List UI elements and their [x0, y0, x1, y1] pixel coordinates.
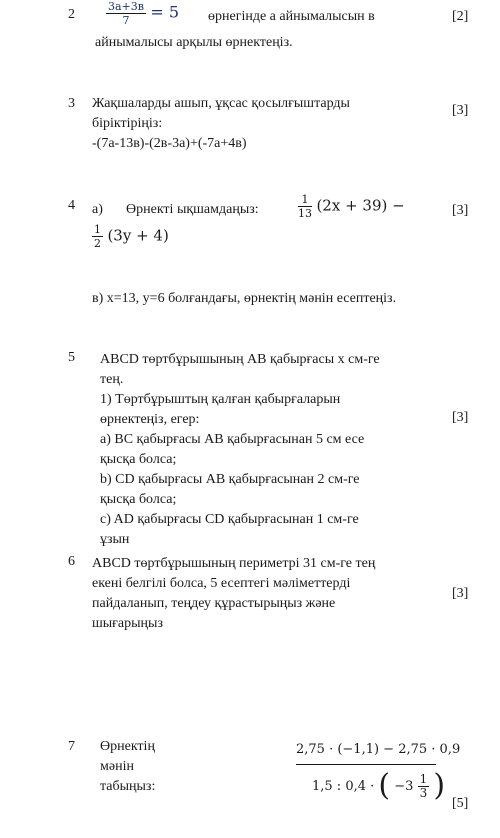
- score-mark: [3]: [452, 203, 469, 218]
- fraction-denominator: 3: [419, 785, 428, 800]
- fraction-numerator: 2,75 · (−1,1) − 2,75 · 0,9: [296, 742, 461, 757]
- expression: [298, 193, 405, 220]
- fraction-bar: [296, 764, 436, 765]
- fraction-numerator: 3a+3в: [108, 0, 144, 13]
- question-text-line: біріктіріңіз:: [92, 116, 163, 131]
- expression: [92, 223, 169, 250]
- question-text-line: b) CD қабырғасы AB қабырғасынан 2 см-ге: [100, 472, 360, 487]
- question-number: 5: [68, 350, 75, 365]
- question-text-line: Жақшаларды ашып, ұқсас қосылғыштарды: [92, 96, 350, 111]
- right-paren: ): [433, 768, 446, 803]
- left-paren: (: [378, 768, 391, 803]
- question-text: [100, 737, 155, 797]
- question-text-line: Өрнектің: [100, 739, 155, 754]
- question-text-line: тең.: [100, 372, 124, 387]
- expression-part: (2x + 39) −: [316, 196, 405, 215]
- score-mark: [3]: [452, 103, 469, 118]
- denominator-part: −3: [394, 778, 414, 794]
- question-text: [92, 554, 432, 634]
- fraction-denominator: 2: [94, 237, 101, 250]
- question-text: [100, 350, 430, 550]
- question-number: 4: [68, 198, 75, 213]
- question-text-line: айнымалысы арқылы өрнектеңіз.: [95, 35, 293, 50]
- question-number: 2: [68, 7, 75, 22]
- question-text-line: а) BC қабырғасы AB қабырғасынан 5 см есе: [100, 432, 365, 447]
- fraction-numerator: 1: [298, 193, 312, 207]
- mixed-fraction: [418, 773, 430, 800]
- question-text-line: ABCD төртбұрышының AB қабырғасы x см-ге: [100, 352, 380, 367]
- fraction-numerator: 1: [94, 223, 101, 236]
- question-text-line: ұзын: [100, 532, 130, 547]
- question-text-line: шығарыңыз: [92, 616, 163, 631]
- question-text-line: қысқа болса;: [100, 492, 177, 507]
- score-mark: [2]: [452, 9, 469, 24]
- question-text-line: мәнін: [100, 759, 134, 774]
- fraction: [106, 0, 179, 27]
- fraction-denominator: 7: [122, 14, 130, 27]
- part-b-text: в) x=13, y=6 болғандағы, өрнектің мәнін есептеңіз.: [92, 291, 397, 306]
- question-text-line: ABCD төртбұрышының периметрі 31 см-ге тең: [92, 556, 376, 571]
- question-number: 7: [68, 739, 75, 754]
- question-text-line: пайдаланып, теңдеу құрастырыңыз және: [92, 596, 336, 611]
- equals-value: = 5: [150, 2, 180, 22]
- score-mark: [3]: [452, 410, 469, 425]
- question-text-line: өрнегінде a айнымалысын в: [208, 9, 375, 24]
- score-mark: [5]: [452, 796, 469, 811]
- question-number: 3: [68, 96, 75, 111]
- score-mark: [3]: [452, 586, 469, 601]
- question-number: 6: [68, 554, 75, 569]
- part-a-label: а): [92, 202, 103, 217]
- question-text-line: Өрнекті ықшамдаңыз:: [126, 202, 259, 217]
- question-text-line: екені белгілі болса, 5 есептегі мәліметтерді: [92, 576, 351, 591]
- question-text-line: 1) Төртбұрыштың қалған қабырғаларын: [100, 392, 341, 407]
- expression-part: (3y + 4): [107, 226, 169, 245]
- denominator-part: 1,5 : 0,4 ·: [312, 778, 375, 794]
- question-text-line: өрнектеңіз, егер:: [100, 412, 200, 427]
- question-text-line: c) AD қабырғасы CD қабырғасынан 1 см-ге: [100, 512, 359, 527]
- expression: -(7а-13в)-(2в-3а)+(-7а+4в): [92, 136, 247, 151]
- fraction-denominator: 13: [298, 207, 312, 220]
- question-text-line: қысқа болса;: [100, 452, 177, 467]
- fraction-numerator: 1: [419, 771, 428, 786]
- question-text-line: табыңыз:: [100, 779, 156, 794]
- fraction-denominator: [312, 769, 445, 803]
